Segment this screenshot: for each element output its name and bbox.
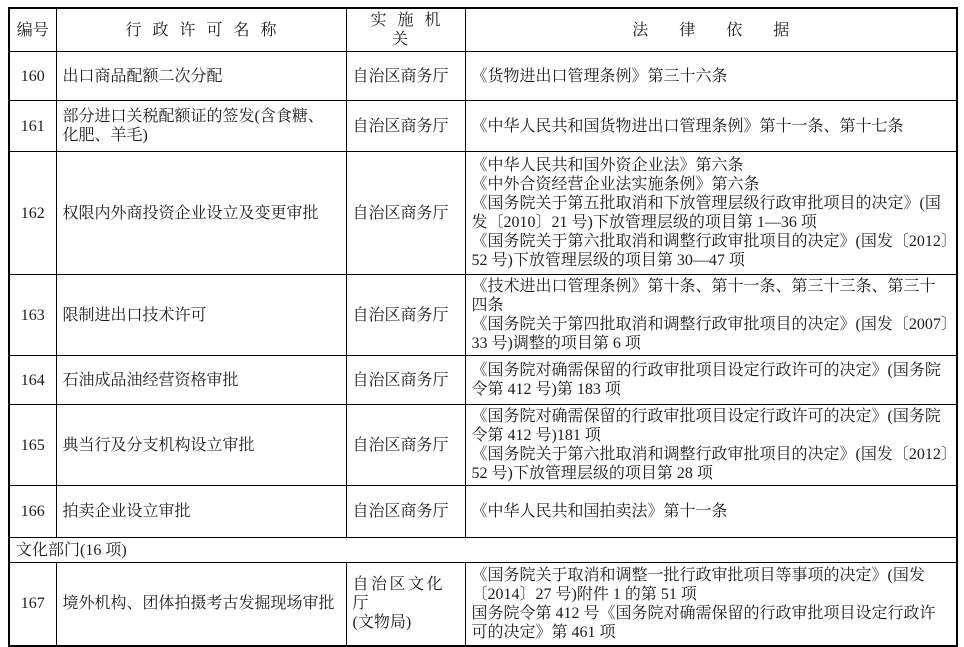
col-header-legal: 法律依据 — [465, 8, 957, 52]
row-number: 162 — [9, 152, 56, 275]
license-name: 典当行及分支机构设立审批 — [56, 405, 346, 486]
agency: 自治区商务厅 — [346, 405, 465, 486]
table-row — [9, 356, 957, 405]
legal-basis-item: 《国务院关于第六批取消和调整行政审批项目的决定》(国发〔2012〕52 号)下放管理层级的项目第 28 项 — [471, 446, 949, 482]
license-name: 拍卖企业设立审批 — [56, 486, 346, 538]
row-number: 166 — [9, 486, 56, 538]
agency: 自治区商务厅 — [346, 356, 465, 405]
agency: 自治区商务厅 — [346, 101, 465, 152]
row-number: 160 — [9, 52, 56, 101]
row-number: 165 — [9, 405, 56, 486]
col-header-id: 编号 — [9, 8, 56, 52]
legal-basis-cell — [465, 486, 957, 538]
license-name: 部分进口关税配额证的签发(含食糖、化肥、羊毛) — [56, 101, 346, 152]
row-number: 164 — [9, 356, 56, 405]
legal-basis-item: 《国务院关于取消和调整一批行政审批项目等事项的决定》(国发〔2014〕27 号)附件 1 的第 51 项 — [471, 566, 925, 603]
header-row — [9, 8, 957, 52]
table-row — [9, 405, 957, 486]
legal-basis-item: 《国务院对确需保留的行政审批项目设定行政许可的决定》(国务院令第 412 号)181 项 — [471, 408, 941, 444]
license-name: 限制进出口技术许可 — [56, 275, 346, 356]
legal-basis-item: 《国务院关于第四批取消和调整行政审批项目的决定》(国发〔2007〕33 号)调整的项目第 6 项 — [471, 316, 949, 352]
legal-basis-cell — [465, 152, 957, 275]
legal-basis-item: 《中华人民共和国货物进出口管理条例》第十一条、第十七条 — [471, 117, 904, 135]
table-row — [9, 563, 957, 646]
legal-basis-item: 《国务院关于第六批取消和调整行政审批项目的决定》(国发〔2012〕52 号)下放管理层级的项目第 30—47 项 — [471, 233, 949, 269]
license-table — [8, 7, 958, 647]
agency-sub-unit: (文物局) — [352, 614, 412, 632]
agency: 自治区商务厅 — [346, 152, 465, 275]
legal-basis-item: 《中华人民共和国拍卖法》第十一条 — [471, 503, 728, 520]
table-row — [9, 275, 957, 356]
agency: 自治区文化厅 — [352, 576, 446, 613]
agency: 自治区商务厅 — [346, 275, 465, 356]
license-name: 境外机构、团体拍摄考古发掘现场审批 — [56, 563, 346, 646]
table-row — [9, 101, 957, 152]
row-number: 167 — [9, 563, 56, 646]
section-header-label: 文化部门(16 项) — [9, 538, 957, 563]
legal-basis-cell — [465, 563, 957, 646]
legal-basis-item: 《中外合资经营企业法实施条例》第六条 — [471, 176, 760, 193]
license-name: 出口商品配额二次分配 — [56, 52, 346, 101]
agency-cell — [346, 563, 465, 646]
table-row — [9, 486, 957, 538]
legal-basis-item: 《国务院对确需保留的行政审批项目设定行政许可的决定》(国务院令第 412 号)第 183 项 — [471, 362, 941, 398]
legal-basis-item: 国务院令第 412 号《国务院对确需保留的行政审批项目设定行政许可的决定》第 461 项 — [471, 604, 936, 641]
legal-basis-cell — [465, 101, 957, 152]
table-row — [9, 52, 957, 101]
agency: 自治区商务厅 — [346, 486, 465, 538]
legal-basis-item: 《技术进出口管理条例》第十条、第十一条、第三十三条、第三十四条 — [471, 278, 936, 314]
legal-basis-cell — [465, 52, 957, 101]
section-header-row — [9, 538, 957, 563]
col-header-agency: 实施机关 — [346, 8, 465, 52]
legal-basis-cell — [465, 356, 957, 405]
table-row — [9, 152, 957, 275]
license-name: 石油成品油经营资格审批 — [56, 356, 346, 405]
legal-basis-item: 《国务院关于第五批取消和下放管理层级行政审批项目的决定》(国发〔2010〕21 号)下放管理层级的项目第 1—36 项 — [471, 195, 941, 231]
legal-basis-item: 《货物进出口管理条例》第三十六条 — [471, 67, 728, 85]
row-number: 163 — [9, 275, 56, 356]
legal-basis-cell — [465, 405, 957, 486]
col-header-name: 行政许可名称 — [56, 8, 346, 52]
row-number: 161 — [9, 101, 56, 152]
license-name: 权限内外商投资企业设立及变更审批 — [56, 152, 346, 275]
legal-basis-item: 《中华人民共和国外资企业法》第六条 — [471, 157, 744, 174]
legal-basis-cell — [465, 275, 957, 356]
agency: 自治区商务厅 — [346, 52, 465, 101]
